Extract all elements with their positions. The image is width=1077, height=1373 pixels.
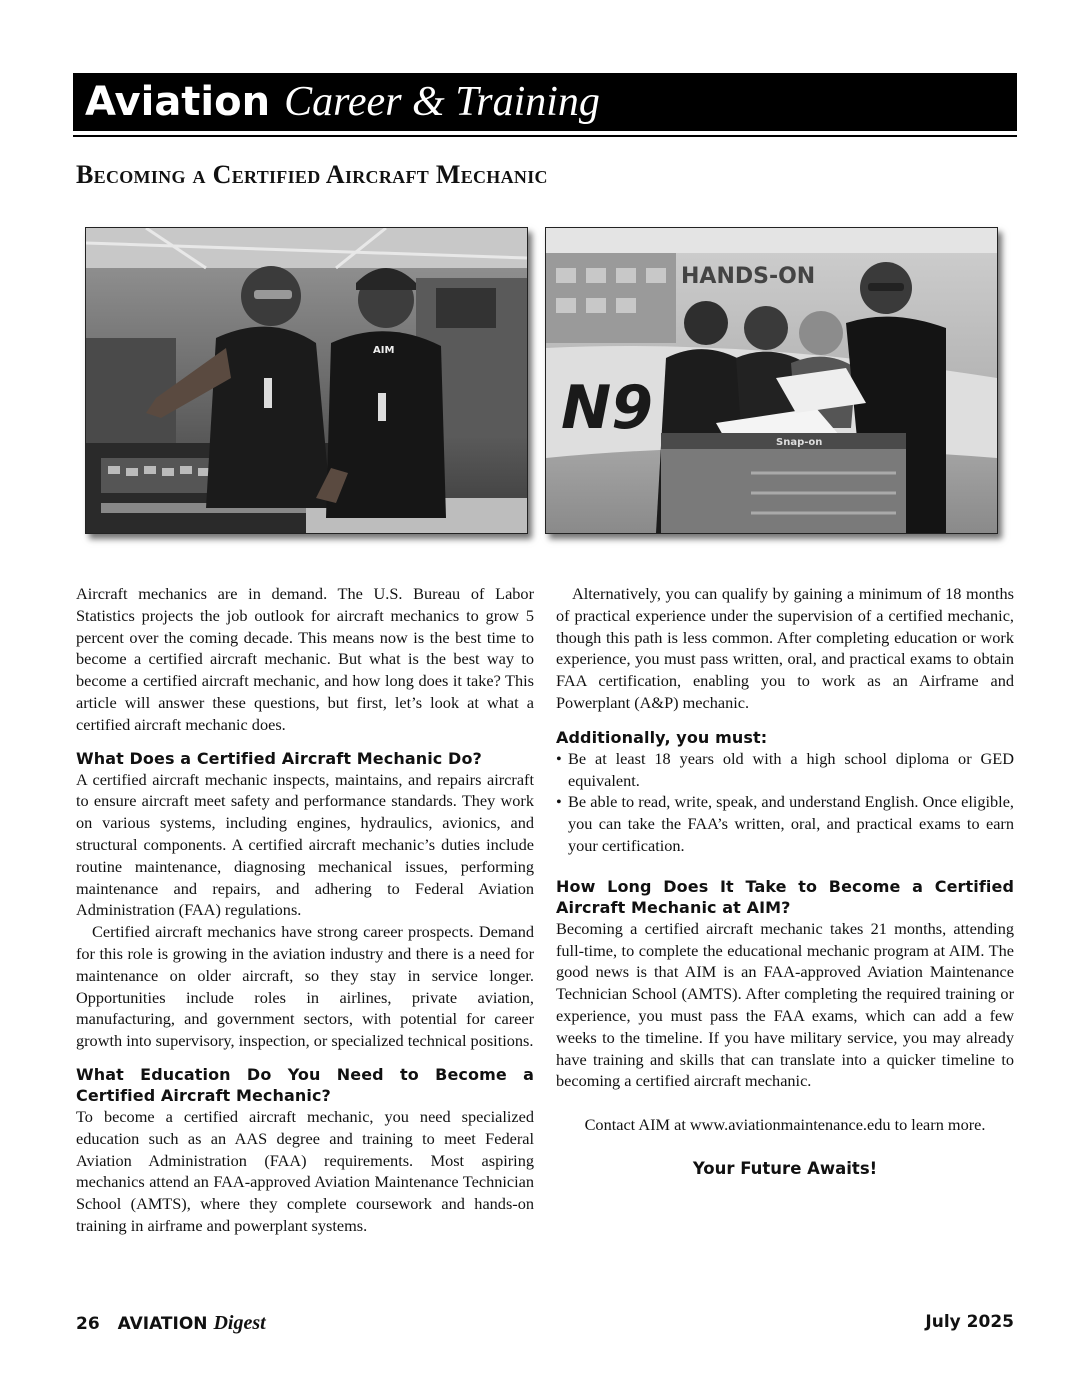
- photo-left-tag: AIM: [373, 345, 395, 356]
- requirements-list: [556, 748, 1014, 857]
- banner-title-bold: Aviation: [85, 79, 271, 125]
- publication-name-bold: AVIATION: [117, 1314, 208, 1334]
- publication-name-italic: Digest: [213, 1312, 266, 1334]
- heading-what-does-mechanic-do: What Does a Certified Aircraft Mechanic Do?: [76, 748, 482, 768]
- article-title: Becoming a Certified Aircraft Mechanic: [76, 160, 548, 189]
- paragraph-timeline: Becoming a certified aircraft mechanic takes 21 months, attending full-time, to complete the educational mechanic program at AIM. The good news is that AIM is an FAA-approved Aviation Maintenance Technician School (AMTS). After completing the required training or experience, you must pass the FAA exams, which can add a few weeks to the timeline. If you have military service, you may already have training and skills that can translate into a quicker timeline to becoming a certified aircraft mechanic.: [556, 918, 1014, 1091]
- issue-date: July 2025: [925, 1312, 1014, 1332]
- photo-mechanics-toolbox: [85, 227, 528, 534]
- contact-line: Contact AIM at www.aviationmaintenance.edu to learn more.: [584, 1115, 986, 1135]
- bullet-mark: •: [556, 792, 562, 812]
- left-column: [76, 583, 534, 1237]
- banner-title-italic: Career & Training: [284, 79, 600, 125]
- heading-education-needed: What Education Do You Need to Become a Certified Aircraft Mechanic?: [76, 1064, 534, 1105]
- intro-paragraph: Aircraft mechanics are in demand. The U.S. Bureau of Labor Statistics projects the job outlook for aircraft mechanics to grow 5 percent over the coming decade. This means now is the best time to become a certified aircraft mechanic. But what is the best way to become a certified aircraft mechanic, and how long does it take? This article will answer these questions, but first, let’s look at what a certified aircraft mechanic does.: [76, 584, 534, 734]
- paragraph-education: To become a certified aircraft mechanic, you need specialized education such as an AAS degree and training to meet Federal Aviation Administration (FAA) requirements. Most aspiring mechanics attend an FAA-approved Aviation Maintenance Technician School (AMTS), where they complete coursework and hands-on training in airframe and powerplant systems.: [76, 1106, 534, 1235]
- heading-how-long: How Long Does It Take to Become a Certified Aircraft Mechanic at AIM?: [556, 876, 1014, 917]
- tagline: Your Future Awaits!: [692, 1158, 878, 1178]
- right-column: [556, 583, 1014, 1180]
- list-item: [556, 791, 1014, 856]
- bullet-mark: •: [556, 748, 562, 768]
- heading-additionally: Additionally, you must:: [556, 727, 768, 747]
- list-item: [556, 748, 1014, 792]
- section-banner: [73, 73, 1017, 131]
- paragraph-duties: A certified aircraft mechanic inspects, maintains, and repairs aircraft to ensure aircraft meet safety and performance standards. They work on various systems, including engines, hydraulics, avionics, and structural components. A certified aircraft mechanic’s duties include routine maintenance, diagnosing mechanical issues, performing maintenance and repairs, and adhering to Federal Aviation Administration (FAA) regulations.: [76, 769, 534, 920]
- photo-right-plane-number: N9: [561, 373, 653, 443]
- requirement-age: Be at least 18 years old with a high school diploma or GED equivalent.: [568, 748, 1014, 790]
- paragraph-alternative-path: Alternatively, you can qualify by gaining a minimum of 18 months of practical experience under the supervision of a certified mechanic, though this path is less common. After completing education or work experience, you must pass written, oral, and practical exams to obtain FAA certification, enabling you to work as an Airframe and Powerplant (A&P) mechanic.: [556, 584, 1014, 712]
- footer-left: [76, 1312, 266, 1335]
- page-number: 26: [76, 1314, 100, 1334]
- photo-students-aircraft: [545, 227, 998, 534]
- photo-right-toolbox-brand: Snap-on: [776, 437, 823, 448]
- banner-rule: [73, 135, 1017, 137]
- requirement-english: Be able to read, write, speak, and understand English. Once eligible, you can take the FAA’s written, oral, and practical exams to earn your certification.: [568, 792, 1014, 855]
- paragraph-career-prospects: Certified aircraft mechanics have strong career prospects. Demand for this role is growing in the aviation industry and there is a need for maintenance on older aircraft, so they stay in service longer. Opportunities include roles in airlines, private aviation, manufacturing, and government sectors, with potential for career growth into supervisory, inspection, or specialized technical positions.: [76, 922, 534, 1051]
- photo-right-sign: HANDS-ON: [681, 264, 816, 289]
